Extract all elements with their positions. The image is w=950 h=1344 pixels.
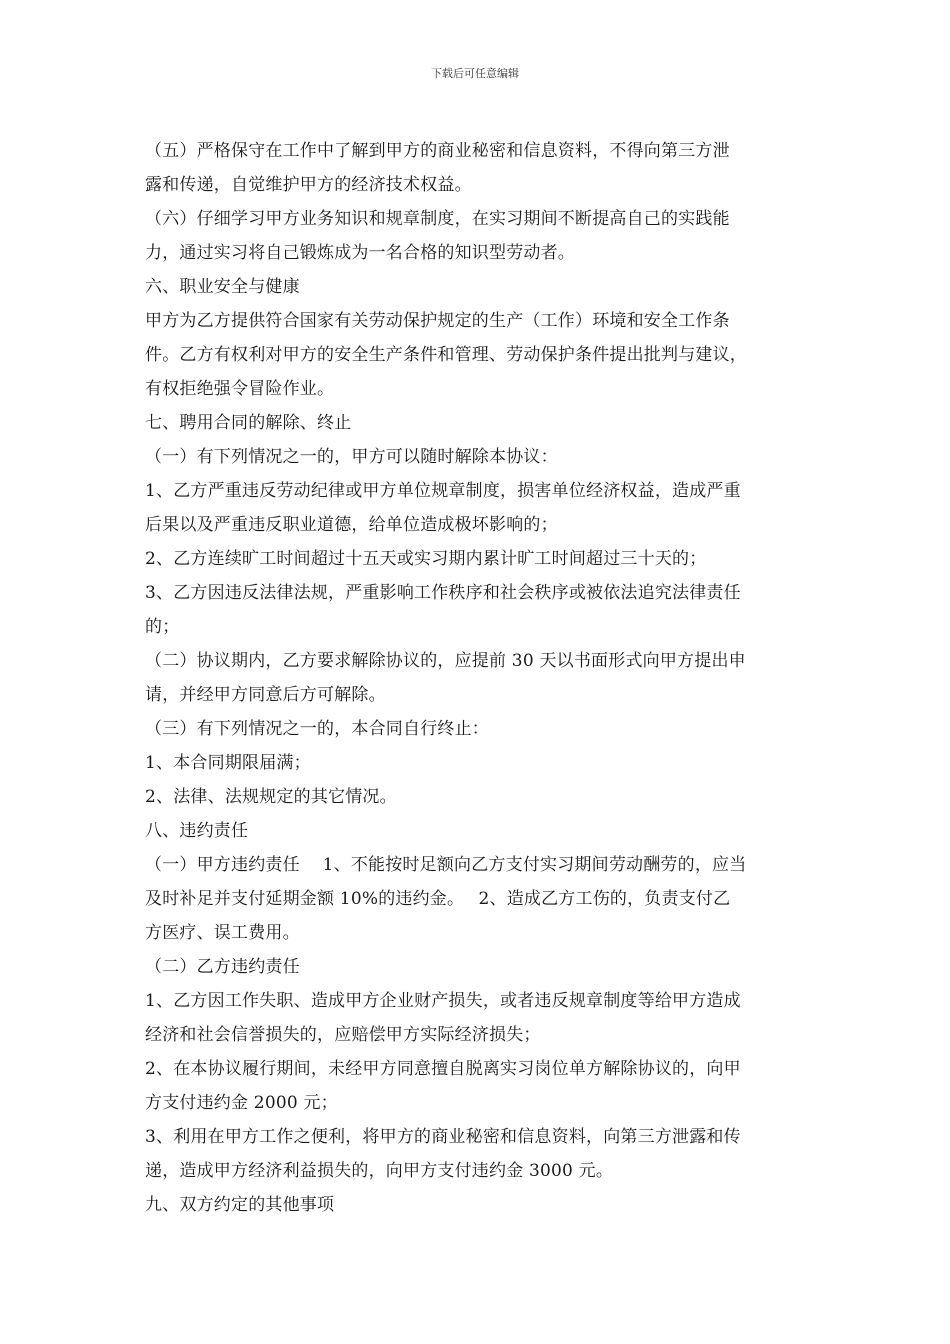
section-heading: 七、聘用合同的解除、终止	[145, 413, 352, 433]
text-line: 件。乙方有权利对甲方的安全生产条件和管理、劳动保护条件提出批判与建议，	[145, 345, 747, 365]
section-heading: 九、双方约定的其他事项	[145, 1195, 335, 1215]
text-line: 递，造成甲方经济利益损失的，向甲方支付违约金 3000 元。	[145, 1161, 614, 1181]
text-line: 2、法律、法规规定的其它情况。	[145, 787, 397, 807]
text-line: 及时补足并支付延期金额 10%的违约金。 2、造成乙方工伤的，负责支付乙	[145, 889, 731, 909]
text-line: 1、乙方因工作失职、造成甲方企业财产损失，或者违反规章制度等给甲方造成	[145, 991, 741, 1011]
section-heading: 六、职业安全与健康	[145, 277, 300, 297]
text-line: 露和传递，自觉维护甲方的经济技术权益。	[145, 175, 472, 195]
text-line: 力，通过实习将自己锻炼成为一名合格的知识型劳动者。	[145, 243, 575, 263]
text-line: 方医疗、误工费用。	[145, 923, 300, 943]
text-line: 方支付违约金 2000 元；	[145, 1093, 338, 1113]
text-line: 的；	[145, 617, 180, 637]
text-line: 经济和社会信誉损失的，应赔偿甲方实际经济损失；	[145, 1025, 541, 1045]
text-line: 1、本合同期限届满；	[145, 753, 311, 773]
text-line: 3、利用在甲方工作之便利，将甲方的商业秘密和信息资料，向第三方泄露和传	[145, 1127, 741, 1147]
text-line: 2、乙方连续旷工时间超过十五天或实习期内累计旷工时间超过三十天的；	[145, 549, 707, 569]
text-line: 1、乙方严重违反劳动纪律或甲方单位规章制度，损害单位经济权益，造成严重	[145, 481, 741, 501]
text-line: （三）有下列情况之一的，本合同自行终止：	[145, 719, 489, 739]
text-line: （二）乙方违约责任	[145, 957, 300, 977]
text-line: （五）严格保守在工作中了解到甲方的商业秘密和信息资料，不得向第三方泄	[145, 141, 730, 161]
text-line: （二）协议期内，乙方要求解除协议的，应提前 30 天以书面形式向甲方提出申	[145, 651, 746, 671]
text-line: 有权拒绝强令冒险作业。	[145, 379, 335, 399]
text-line: （六）仔细学习甲方业务知识和规章制度，在实习期间不断提高自己的实践能	[145, 209, 730, 229]
text-line: 请，并经甲方同意后方可解除。	[145, 685, 386, 705]
text-line: 甲方为乙方提供符合国家有关劳动保护规定的生产（工作）环境和安全工作条	[145, 311, 730, 331]
page-header: 下载后可任意编辑	[431, 67, 519, 80]
section-heading: 八、违约责任	[145, 821, 249, 841]
text-line: 2、在本协议履行期间，未经甲方同意擅自脱离实习岗位单方解除协议的，向甲	[145, 1059, 741, 1079]
text-line: 3、乙方因违反法律法规，严重影响工作秩序和社会秩序或被依法追究法律责任	[145, 583, 741, 603]
text-line: （一）甲方违约责任 1、不能按时足额向乙方支付实习期间劳动酬劳的，应当	[145, 855, 747, 875]
document-body	[145, 134, 813, 1222]
text-line: （一）有下列情况之一的，甲方可以随时解除本协议：	[145, 447, 558, 467]
text-line: 后果以及严重违反职业道德，给单位造成极坏影响的；	[145, 515, 558, 535]
